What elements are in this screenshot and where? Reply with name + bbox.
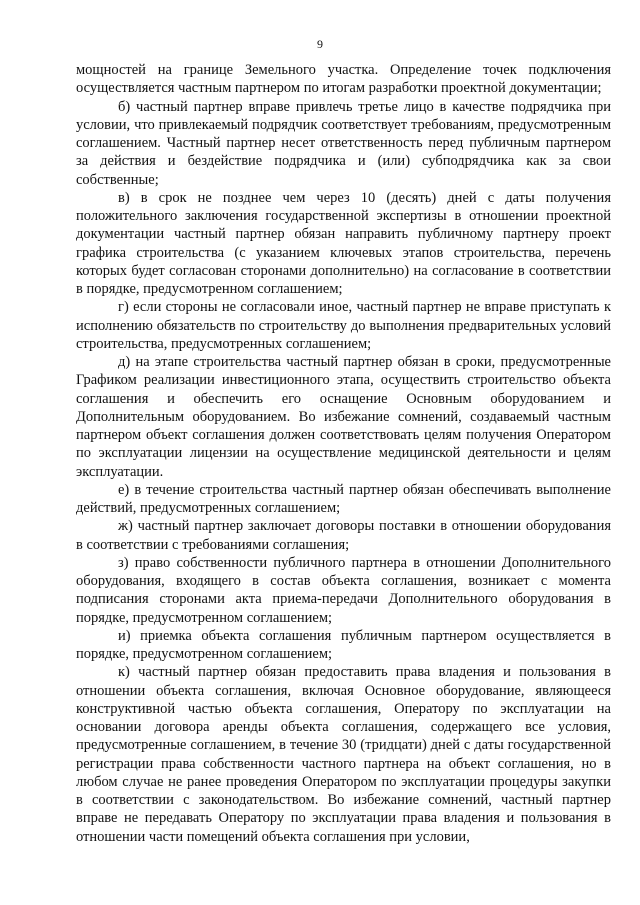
paragraph-continuation: мощностей на границе Земельного участка. Определение точек подключения осуществляется частным партнером по итогам разработки проектной документации; (76, 62, 611, 97)
paragraph-b: б) частный партнер вправе привлечь третье лицо в качестве подрядчика при условии, что привлекаемый подрядчик соответствует требованиям, предусмотренным соглашением. Частный партнер несет ответственность перед публичным партнером за действия и бездействие подрядчика и (или) субподрядчика как за свои собственные; (76, 98, 611, 188)
page-number: 9 (317, 37, 323, 51)
paragraph-d: д) на этапе строительства частный партнер обязан в сроки, предусмотренные Графиком реализации инвестиционного этапа, осуществить строительство объекта соглашения и обеспечить его оснащение Основным оборудованием и Дополнительным оборудованием. Во избежание сомнений, создаваемый частным партнером объект соглашения должен соответствовать целям получения Оператором по эксплуатации лицензии на осуществление медицинской деятельности и целям эксплуатации. (76, 354, 611, 480)
paragraph-v: в) в срок не позднее чем через 10 (десять) дней с даты получения положительного заключения государственной экспертизы в отношении проектной документации частный партнер обязан направить публичному партнеру проект графика строительства (с указанием ключевых этапов строительства, перечень которых будет согласован сторонами дополнительно) на согласование в соответствии в порядке, предусмотренном соглашением; (76, 189, 611, 297)
document-body (76, 61, 611, 846)
paragraph-k: к) частный партнер обязан предоставить права владения и пользования в отношении объекта соглашения, включая Основное оборудование, являющееся конструктивной частью объекта соглашения, Оператору по эксплуатации на основании договора аренды объекта соглашения, содержащего все условия, предусмотренные соглашением, в течение 30 (тридцати) дней с даты государственной регистрации права собственности частного партнера на объект соглашения, но в любом случае не ранее проведения Оператором по эксплуатации процедуры закупки в соответствии с законодательством. Во избежание сомнений, частный партнер вправе не передавать Оператору по эксплуатации права владения и пользования в отношении части помещений объекта соглашения при условии, (76, 664, 611, 845)
paragraph-z: з) право собственности публичного партнера в отношении Дополнительного оборудования, входящего в состав объекта соглашения, возникает с момента подписания сторонами акта приема-передачи Дополнительного оборудования в порядке, предусмотренном соглашением; (76, 554, 611, 626)
paragraph-i: и) приемка объекта соглашения публичным партнером осуществляется в порядке, предусмотренном соглашением; (76, 627, 611, 662)
paragraph-e: е) в течение строительства частный партнер обязан обеспечивать выполнение действий, предусмотренных соглашением; (76, 481, 611, 516)
paragraph-g: г) если стороны не согласовали иное, частный партнер не вправе приступать к исполнению обязательств по строительству до выполнения предварительных условий строительства, предусмотренных соглашением; (76, 299, 611, 352)
paragraph-zh: ж) частный партнер заключает договоры поставки в отношении оборудования в соответствии с требованиями соглашения; (76, 518, 611, 553)
